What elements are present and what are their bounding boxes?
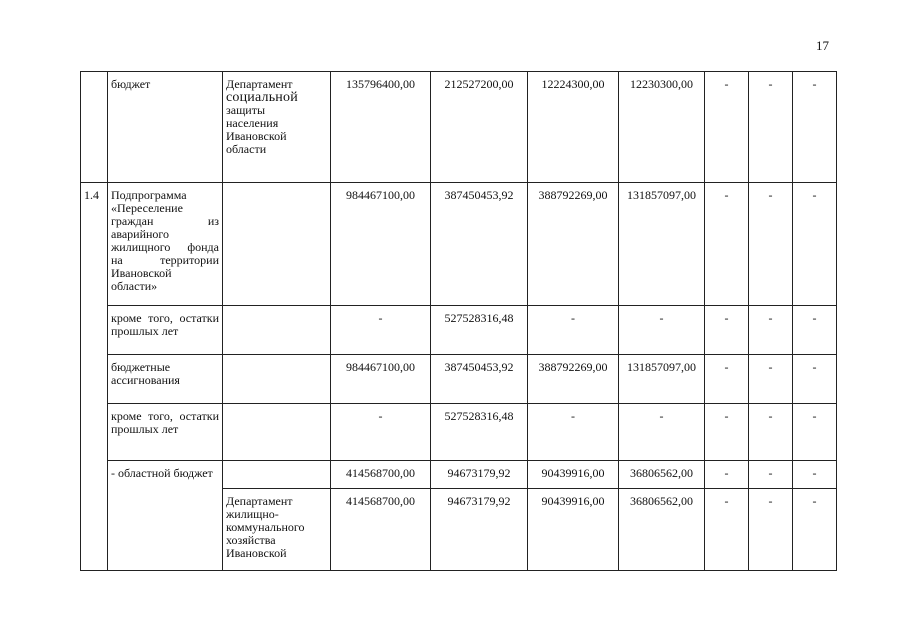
executor-line: населения <box>226 116 279 130</box>
executor-line: коммунального <box>226 520 305 534</box>
executor-line: социальной <box>226 90 298 105</box>
value-cell: 94673179,92 <box>431 461 528 489</box>
row-number-cell <box>81 72 108 183</box>
page-number: 17 <box>816 38 829 53</box>
value-cell: 36806562,00 <box>619 461 705 489</box>
dash-cell: - <box>705 183 749 306</box>
value-cell: 90439916,00 <box>528 461 619 489</box>
dash-cell: - <box>705 404 749 461</box>
table-row <box>81 183 837 306</box>
value-cell: - <box>528 306 619 355</box>
dash-cell: - <box>749 72 793 183</box>
value-cell: 12224300,00 <box>528 72 619 183</box>
value-cell: - <box>528 404 619 461</box>
dash-cell: - <box>705 72 749 183</box>
executor-line: хозяйства <box>226 533 276 547</box>
dash-cell: - <box>793 306 837 355</box>
executor-cell <box>223 404 331 461</box>
executor-cell <box>223 183 331 306</box>
value-cell: - <box>619 306 705 355</box>
item-name-cell: кроме того, остатки прошлых лет <box>108 404 223 461</box>
value-cell: 388792269,00 <box>528 355 619 404</box>
dash-cell: - <box>793 404 837 461</box>
dash-cell: - <box>793 72 837 183</box>
dash-cell: - <box>793 461 837 489</box>
executor-line: Департамент <box>226 494 293 508</box>
executor-line: области <box>226 142 267 156</box>
item-name-cell: - областной бюджет <box>108 461 223 571</box>
value-cell: 12230300,00 <box>619 72 705 183</box>
value-cell: 212527200,00 <box>431 72 528 183</box>
dash-cell: - <box>749 306 793 355</box>
value-cell: 135796400,00 <box>331 72 431 183</box>
item-name-cell: бюджетные ассигнования <box>108 355 223 404</box>
dash-cell: - <box>705 461 749 489</box>
table-row <box>81 461 837 489</box>
dash-cell: - <box>749 404 793 461</box>
value-cell: 414568700,00 <box>331 489 431 571</box>
executor-line: жилищно- <box>226 507 279 521</box>
value-cell: 387450453,92 <box>431 183 528 306</box>
item-name-cell: Подпрограмма «Переселение граждан из аварийного жилищного фонда на территории Ивановской области» <box>108 183 223 306</box>
budget-table <box>80 71 837 571</box>
dash-cell: - <box>705 306 749 355</box>
dash-cell: - <box>705 355 749 404</box>
item-name-cell: бюджет <box>108 72 223 183</box>
executor-cell <box>223 355 331 404</box>
dash-cell: - <box>793 183 837 306</box>
value-cell: 388792269,00 <box>528 183 619 306</box>
dash-cell: - <box>705 489 749 571</box>
executor-cell <box>223 306 331 355</box>
value-cell: 984467100,00 <box>331 183 431 306</box>
executor-cell <box>223 489 331 571</box>
executor-cell <box>223 72 331 183</box>
executor-line: Ивановской <box>226 546 287 560</box>
item-name-cell: кроме того, остатки прошлых лет <box>108 306 223 355</box>
value-cell: 387450453,92 <box>431 355 528 404</box>
value-cell: 527528316,48 <box>431 306 528 355</box>
value-cell: 131857097,00 <box>619 355 705 404</box>
value-cell: 36806562,00 <box>619 489 705 571</box>
dash-cell: - <box>793 489 837 571</box>
executor-line: Департамент <box>226 77 293 91</box>
value-cell: - <box>331 404 431 461</box>
value-cell: - <box>331 306 431 355</box>
value-cell: - <box>619 404 705 461</box>
value-cell: 414568700,00 <box>331 461 431 489</box>
executor-line: защиты <box>226 103 266 117</box>
table-row <box>81 355 837 404</box>
dash-cell: - <box>793 355 837 404</box>
value-cell: 527528316,48 <box>431 404 528 461</box>
dash-cell: - <box>749 461 793 489</box>
value-cell: 90439916,00 <box>528 489 619 571</box>
value-cell: 984467100,00 <box>331 355 431 404</box>
value-cell: 131857097,00 <box>619 183 705 306</box>
table-body <box>81 72 837 571</box>
value-cell: 94673179,92 <box>431 489 528 571</box>
table-row <box>81 404 837 461</box>
row-number-cell: 1.4 <box>81 183 108 571</box>
dash-cell: - <box>749 355 793 404</box>
table-row <box>81 72 837 183</box>
table-row <box>81 306 837 355</box>
executor-line: Ивановской <box>226 129 287 143</box>
dash-cell: - <box>749 183 793 306</box>
dash-cell: - <box>749 489 793 571</box>
executor-cell <box>223 461 331 489</box>
